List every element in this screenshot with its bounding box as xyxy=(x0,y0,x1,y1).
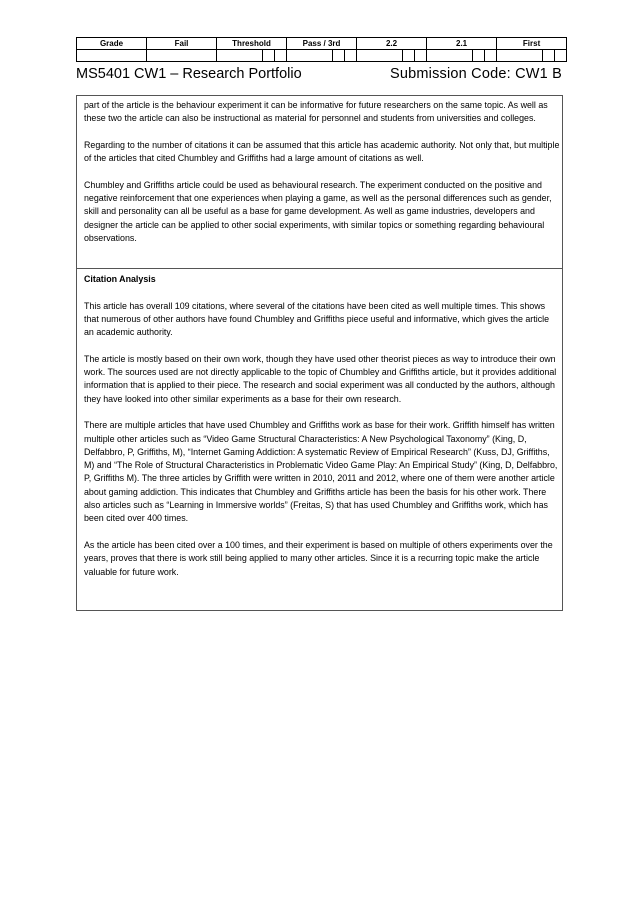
grade-cell-threshold: Threshold xyxy=(217,38,287,50)
grade-mark-box xyxy=(497,50,543,62)
section-heading: Citation Analysis xyxy=(84,274,156,284)
grade-mark-box xyxy=(485,50,497,62)
submission-code: Submission Code: CW1 B xyxy=(389,66,562,82)
grade-mark-box xyxy=(403,50,415,62)
grade-marking-row xyxy=(77,50,567,62)
grade-mark-box xyxy=(555,50,567,62)
document-header xyxy=(76,66,564,84)
grade-cell-fail: Fail xyxy=(147,38,217,50)
paragraph: part of the article is the behaviour experiment it can be informative for future researchers on the same topic. As well as these two the article can also be instructional as material for personnel and students from universities and colleges. xyxy=(84,100,548,124)
grade-mark-box xyxy=(543,50,555,62)
paragraph: This article has overall 109 citations, where several of the citations have been cited as well multiple times. This shows that numerous of other authors have found Chumbley and Griffiths piece useful and informative, which gives the article an academic authority. xyxy=(84,300,550,338)
grade-mark-box xyxy=(275,50,287,62)
grade-cell-label: Grade xyxy=(77,38,147,50)
grade-mark-box xyxy=(263,50,275,62)
paragraph: Regarding to the number of citations it can be assumed that this article has academic authority. Not only that, but multiple of the articles that cited Chumbley and Griffiths had a large amount of citations as well. xyxy=(84,139,560,164)
paragraph: Chumbley and Griffiths article could be used as behavioural research. The experiment conducted on the positive and negative reinforcement that one experiences when playing a game, as well as the personal differences such as gender, skill and personality can all be useful as a base for game development. As well as game industries, developers and designer the article can be applied to other social experiments, with similar topics or something regarding behavioural observations. xyxy=(84,179,552,243)
grade-mark-box xyxy=(333,50,345,62)
section-divider xyxy=(77,268,562,269)
paragraph: The article is mostly based on their own work, though they have used other theorist pieces as way to introduce their own work. The sources used are not directly applicable to the topic of Chumbley and Griffiths article, but it provides additional information that is applied to their piece. The research and social experiment was all conducted by the authors, although they have looked into other similar experiments as a base for their own research. xyxy=(84,353,557,404)
grade-cell-pass-third: Pass / 3rd xyxy=(287,38,357,50)
grade-mark-box xyxy=(427,50,473,62)
grade-mark-box xyxy=(415,50,427,62)
paragraph: There are multiple articles that have used Chumbley and Griffiths work as base for their work. Griffith himself has written multiple other articles such as “Video Game Structural Characteristics: A New Psychological Taxonomy” (King, D, Delfabbro, P, Griffiths, M), “Internet Gaming Addiction: A systematic Review of Empirical Research” (Kuss, DJ, Griffiths, M) and “The Role of Structural Characteristics in Problematic Video Game Play: An Empirical Study” (King, D, Delfabbro, P, Griffiths M). The three articles by Griffith were written in 2010, 2011 and 2012, where one of them were another article about gaming addiction. This indicates that Chumbley and Griffiths article has been the basis for his other work. There also articles such as “Learning in Immersive worlds” (Freitas, S) that has used Chumbley and Griffiths work, which has been cited over 400 times. xyxy=(84,420,558,524)
discussion-section xyxy=(84,99,560,245)
grade-header-row xyxy=(77,38,567,50)
module-title: MS5401 CW1 – Research Portfolio xyxy=(76,66,302,82)
grade-mark-box xyxy=(345,50,357,62)
grade-mark-box xyxy=(217,50,263,62)
grade-mark-box xyxy=(147,50,217,62)
grade-mark-box xyxy=(357,50,403,62)
content-box xyxy=(76,95,563,611)
citation-analysis-section xyxy=(84,273,560,579)
grade-cell-2-2: 2.2 xyxy=(357,38,427,50)
grade-mark-box xyxy=(287,50,333,62)
paragraph: As the article has been cited over a 100 times, and their experiment is based on multiple of others experiments over the years, proves that there is work still being applied to many other articles. Since it is a recurring topic make the article valuable for future work. xyxy=(84,539,553,577)
grade-table xyxy=(76,37,567,62)
grade-mark-box xyxy=(473,50,485,62)
grade-mark-box xyxy=(77,50,147,62)
grade-cell-first: First xyxy=(497,38,567,50)
grade-cell-2-1: 2.1 xyxy=(427,38,497,50)
